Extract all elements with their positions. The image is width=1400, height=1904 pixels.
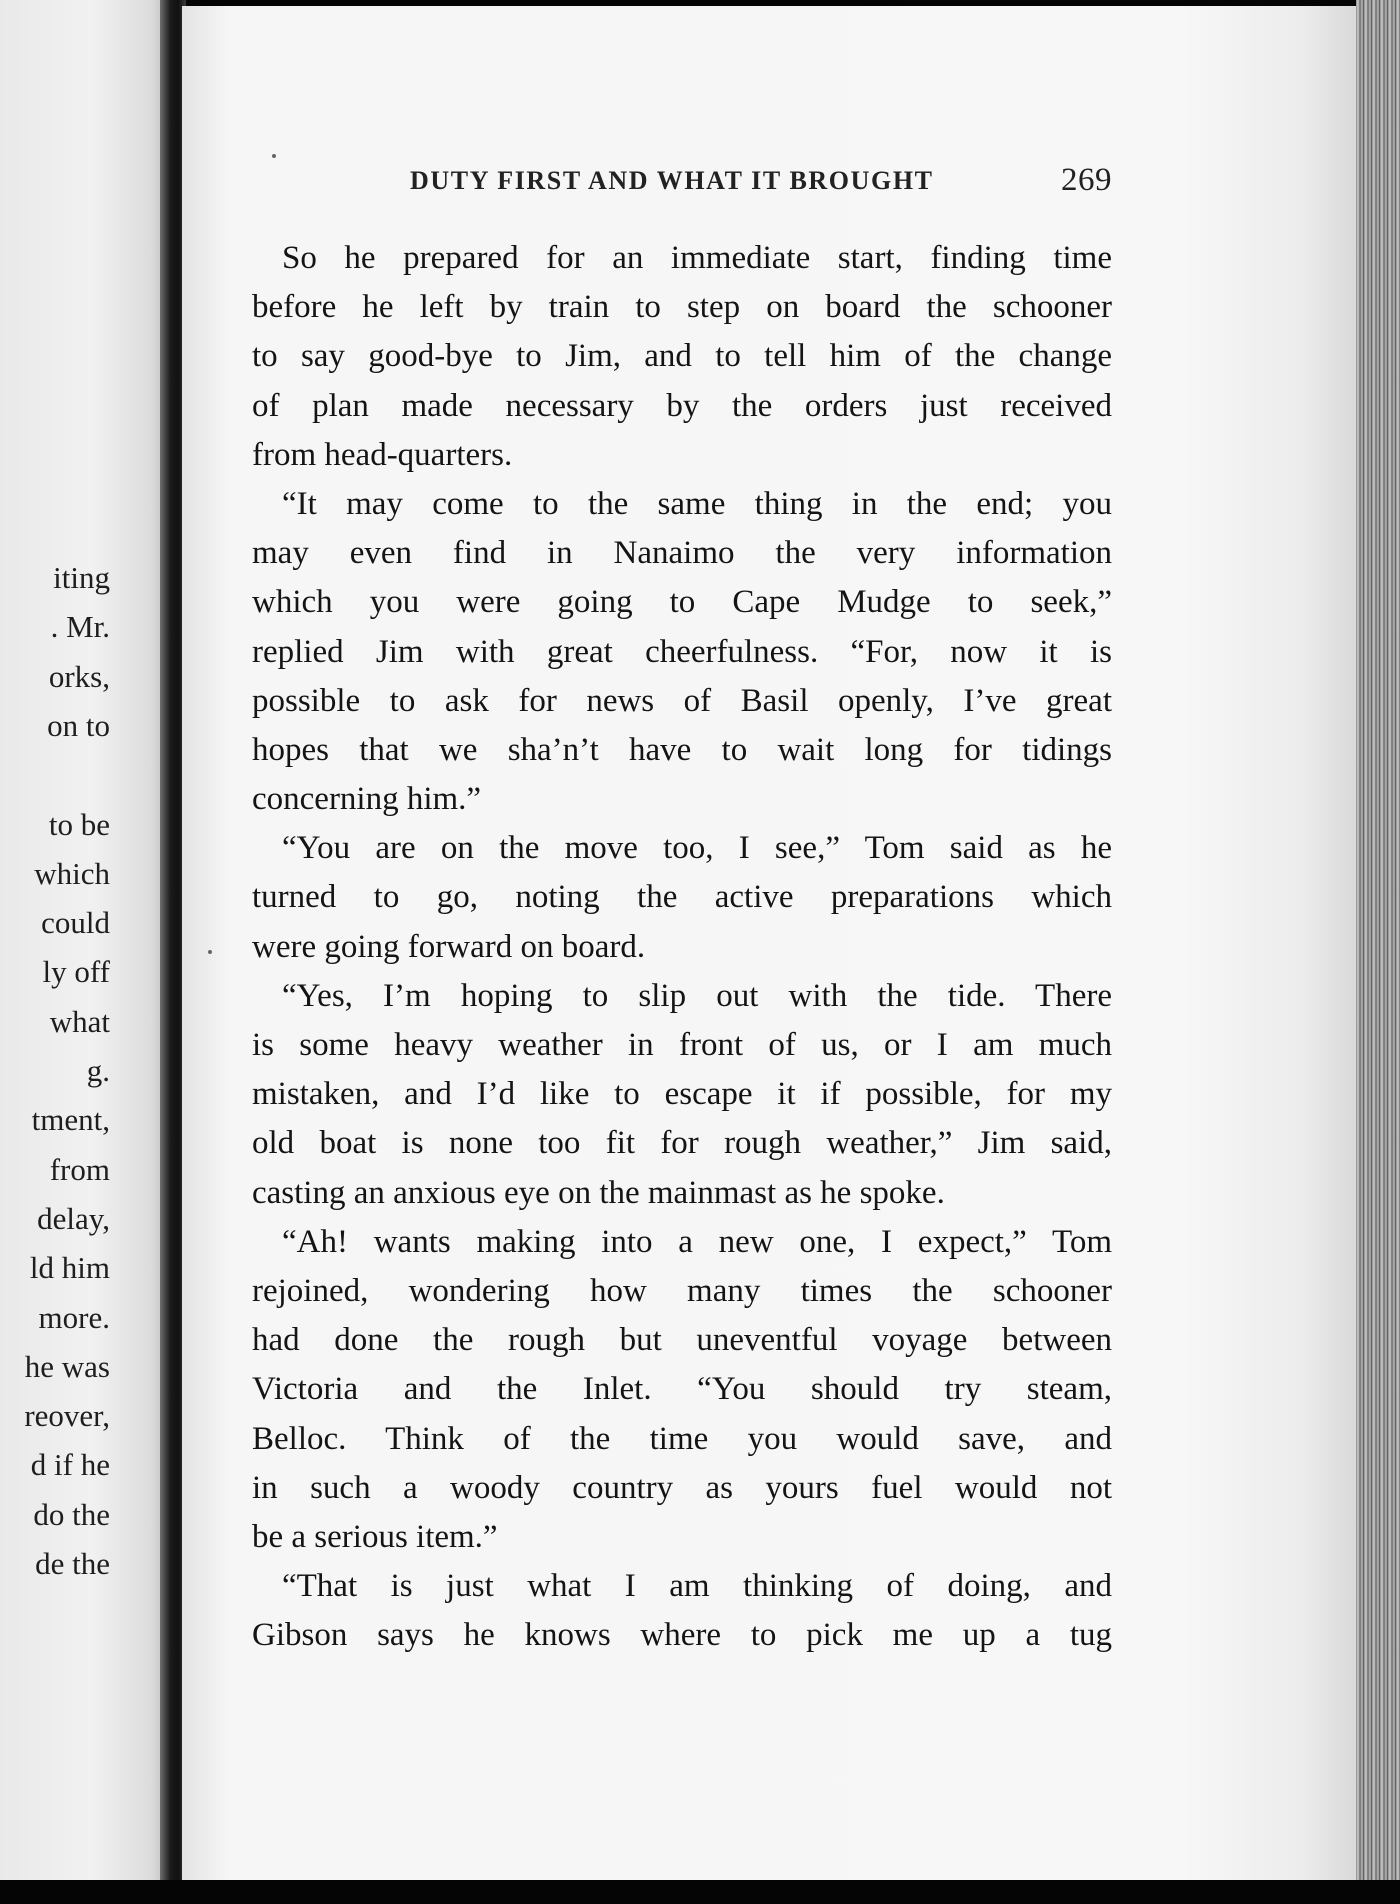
previous-page-line: g. xyxy=(86,1053,110,1088)
text-line: replied Jim with great cheerfulness. “For, now it is xyxy=(252,633,1112,670)
text-line: Gibson says he knows where to pick me up a tug xyxy=(252,1617,1112,1654)
text-line: in such a woody country as yours fuel would not xyxy=(252,1469,1112,1506)
text-line: had done the rough but uneventful voyage between xyxy=(252,1322,1112,1359)
text-line: “It may come to the same thing in the end; you xyxy=(282,485,1112,522)
previous-page-fragment xyxy=(0,0,168,1880)
previous-page-line: could xyxy=(41,905,110,941)
text-line: rejoined, wondering how many times the schooner xyxy=(252,1272,1112,1309)
previous-page-line: tment, xyxy=(31,1102,110,1138)
previous-page-line: what xyxy=(49,1003,110,1039)
previous-page-line: orks, xyxy=(48,658,110,694)
text-line: casting an anxious eye on the mainmast as he spoke. xyxy=(252,1174,945,1211)
text-line: So he prepared for an immediate start, finding time xyxy=(282,240,1112,276)
previous-page-line: iting xyxy=(53,560,110,595)
text-line: concerning him.” xyxy=(252,781,482,818)
previous-page-line: to be xyxy=(48,806,110,842)
previous-page-line: . Mr. xyxy=(50,609,110,645)
text-line: before he left by train to step on board the schooner xyxy=(252,289,1112,326)
text-line: “Yes, I’m hoping to slip out with the tide. There xyxy=(282,977,1112,1014)
paper-speck xyxy=(272,154,276,158)
paper-speck xyxy=(208,950,212,954)
previous-page-line: delay, xyxy=(37,1200,110,1236)
running-head xyxy=(226,162,1118,206)
text-line: possible to ask for news of Basil openly, I’ve great xyxy=(252,682,1112,719)
text-line: turned to go, noting the active preparations which xyxy=(252,879,1112,916)
previous-page-line: from xyxy=(49,1151,110,1187)
running-head-title: DUTY FIRST AND WHAT IT BROUGHT xyxy=(410,166,934,195)
page-edges xyxy=(1356,0,1400,1904)
previous-page-line: d if he xyxy=(30,1447,110,1483)
text-line: may even find in Nanaimo the very information xyxy=(252,535,1112,572)
text-line: which you were going to Cape Mudge to seek,” xyxy=(252,584,1112,621)
previous-page-line: reover, xyxy=(24,1398,110,1434)
previous-page-line: on to xyxy=(47,707,110,743)
text-line: is some heavy weather in front of us, or I am much xyxy=(252,1027,1112,1063)
page-number: 269 xyxy=(1061,162,1112,198)
text-line: Victoria and the Inlet. “You should try steam, xyxy=(252,1371,1112,1408)
previous-page-line: do the xyxy=(33,1496,110,1532)
scan-border xyxy=(0,1880,1400,1904)
previous-page-line: ld him xyxy=(29,1250,110,1286)
text-line: be a serious item.” xyxy=(252,1518,498,1555)
text-line: of plan made necessary by the orders just received xyxy=(252,387,1112,424)
text-line: “You are on the move too, I see,” Tom said as he xyxy=(282,830,1112,867)
previous-page-line: which xyxy=(34,855,110,891)
text-line: “Ah! wants making into a new one, I expect,” Tom xyxy=(282,1223,1112,1260)
text-line: to say good-bye to Jim, and to tell him of the change xyxy=(252,338,1112,375)
previous-page-line: more. xyxy=(38,1299,110,1335)
text-line: hopes that we sha’n’t have to wait long for tidings xyxy=(252,731,1112,768)
body-text xyxy=(252,234,1112,1660)
text-line: Belloc. Think of the time you would save, and xyxy=(252,1420,1112,1457)
text-line: from head-quarters. xyxy=(252,436,513,473)
previous-page-line: ly off xyxy=(42,954,110,990)
text-line: “That is just what I am thinking of doing, and xyxy=(282,1568,1112,1605)
text-line: were going forward on board. xyxy=(252,928,646,965)
previous-page-line: de the xyxy=(35,1546,110,1581)
text-line: old boat is none too fit for rough weather,” Jim said, xyxy=(252,1125,1112,1162)
text-line: mistaken, and I’d like to escape it if possible, for my xyxy=(252,1076,1112,1113)
previous-page-line: he was xyxy=(24,1348,110,1384)
